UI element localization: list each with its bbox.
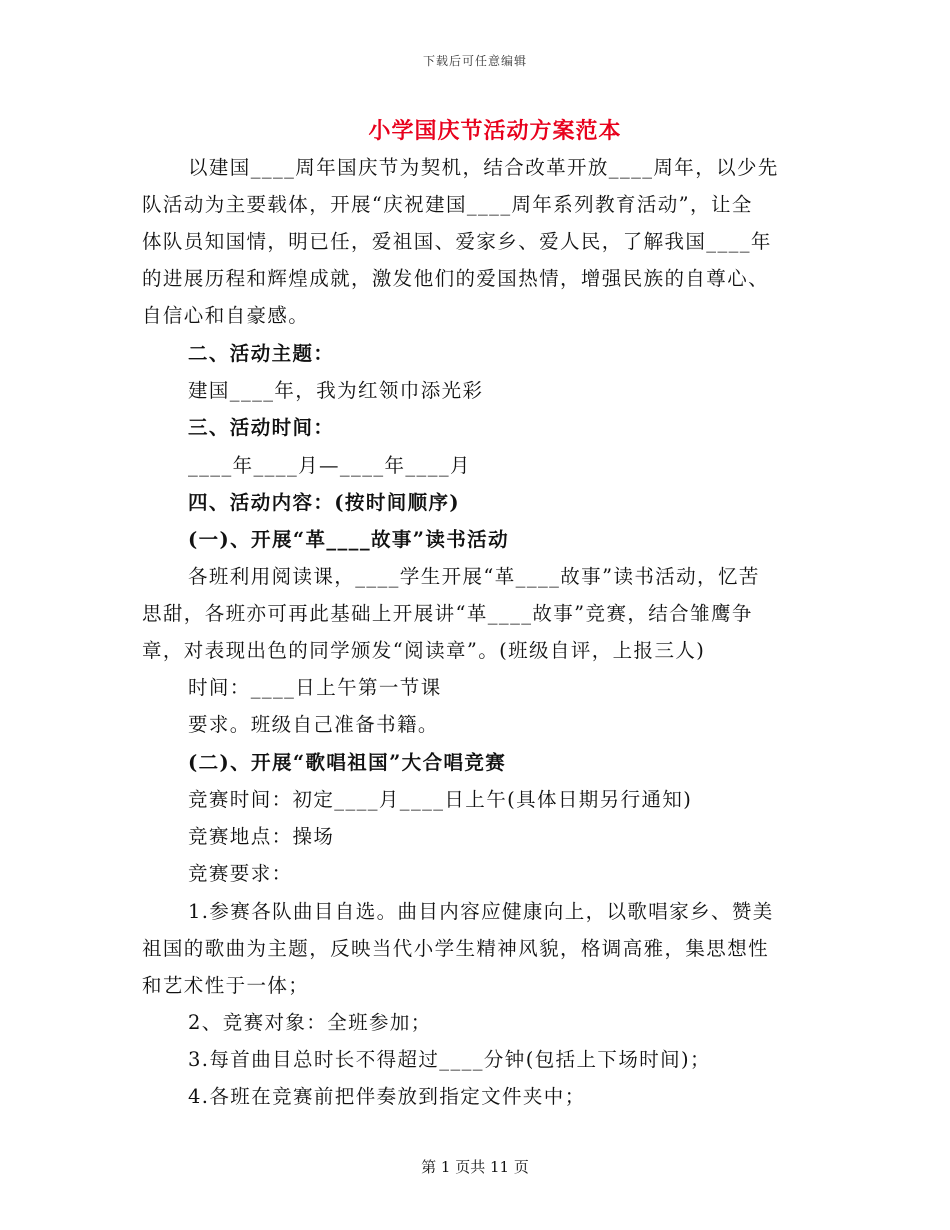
- subsection-heading: (一)、开展“革____故事”读书活动: [188, 528, 509, 551]
- paragraph-line: 自信心和自豪感。: [142, 304, 310, 327]
- header-note: 下载后可任意编辑: [422, 54, 527, 68]
- paragraph-line: 的进展历程和辉煌成就，激发他们的爱国热情，增强民族的自尊心、: [142, 267, 770, 290]
- list-item: 2、竞赛对象：全班参加；: [188, 1011, 432, 1034]
- document-title: 小学国庆节活动方案范本: [368, 118, 622, 144]
- list-item: 1.参赛各队曲目自选。曲目内容应健康向上，以歌唱家乡、赞美: [188, 900, 774, 923]
- paragraph-line: 各班利用阅读课，____学生开展“革____故事”读书活动，忆苦: [188, 565, 760, 588]
- subsection-heading: (二)、开展“歌唱祖国”大合唱竞赛: [188, 751, 507, 774]
- page-footer: 第 1 页共 11 页: [421, 1158, 529, 1176]
- list-item: 3.每首曲目总时长不得超过____分钟(包括上下场时间)；: [188, 1048, 711, 1071]
- paragraph-line: ____年____月—____年____月: [188, 454, 471, 477]
- paragraph-line: 竞赛要求：: [188, 862, 293, 885]
- paragraph-line: 建国____年，我为红领巾添光彩: [188, 379, 484, 402]
- list-item: 4.各班在竞赛前把伴奏放到指定文件夹中；: [188, 1085, 586, 1108]
- paragraph-line: 队活动为主要载体，开展“庆祝建国____周年系列教育活动”，让全: [142, 193, 753, 216]
- paragraph-line: 思甜，各班亦可再此基础上开展讲“革____故事”竞赛，结合雏鹰争: [142, 602, 753, 625]
- paragraph-line: 祖国的歌曲为主题，反映当代小学生精神风貌，格调高雅，集思想性: [142, 937, 770, 960]
- paragraph-line: 竞赛地点：操场: [188, 825, 335, 848]
- section-heading: 三、活动时间：: [188, 416, 335, 439]
- section-heading: 二、活动主题：: [188, 342, 335, 365]
- paragraph-line: 章，对表现出色的同学颁发“阅读章”。(班级自评，上报三人): [142, 639, 706, 662]
- paragraph-line: 和艺术性于一体；: [142, 974, 310, 997]
- paragraph-line: 体队员知国情，明已任，爱祖国、爱家乡、爱人民，了解我国____年: [142, 230, 772, 253]
- paragraph-line: 以建国____周年国庆节为契机，结合改革开放____周年，以少先: [188, 156, 779, 179]
- section-heading: 四、活动内容：(按时间顺序): [188, 491, 461, 514]
- paragraph-line: 竞赛时间：初定____月____日上午(具体日期另行通知): [188, 788, 693, 811]
- paragraph-line: 时间：____日上午第一节课: [188, 676, 442, 699]
- paragraph-line: 要求。班级自己准备书籍。: [188, 713, 439, 736]
